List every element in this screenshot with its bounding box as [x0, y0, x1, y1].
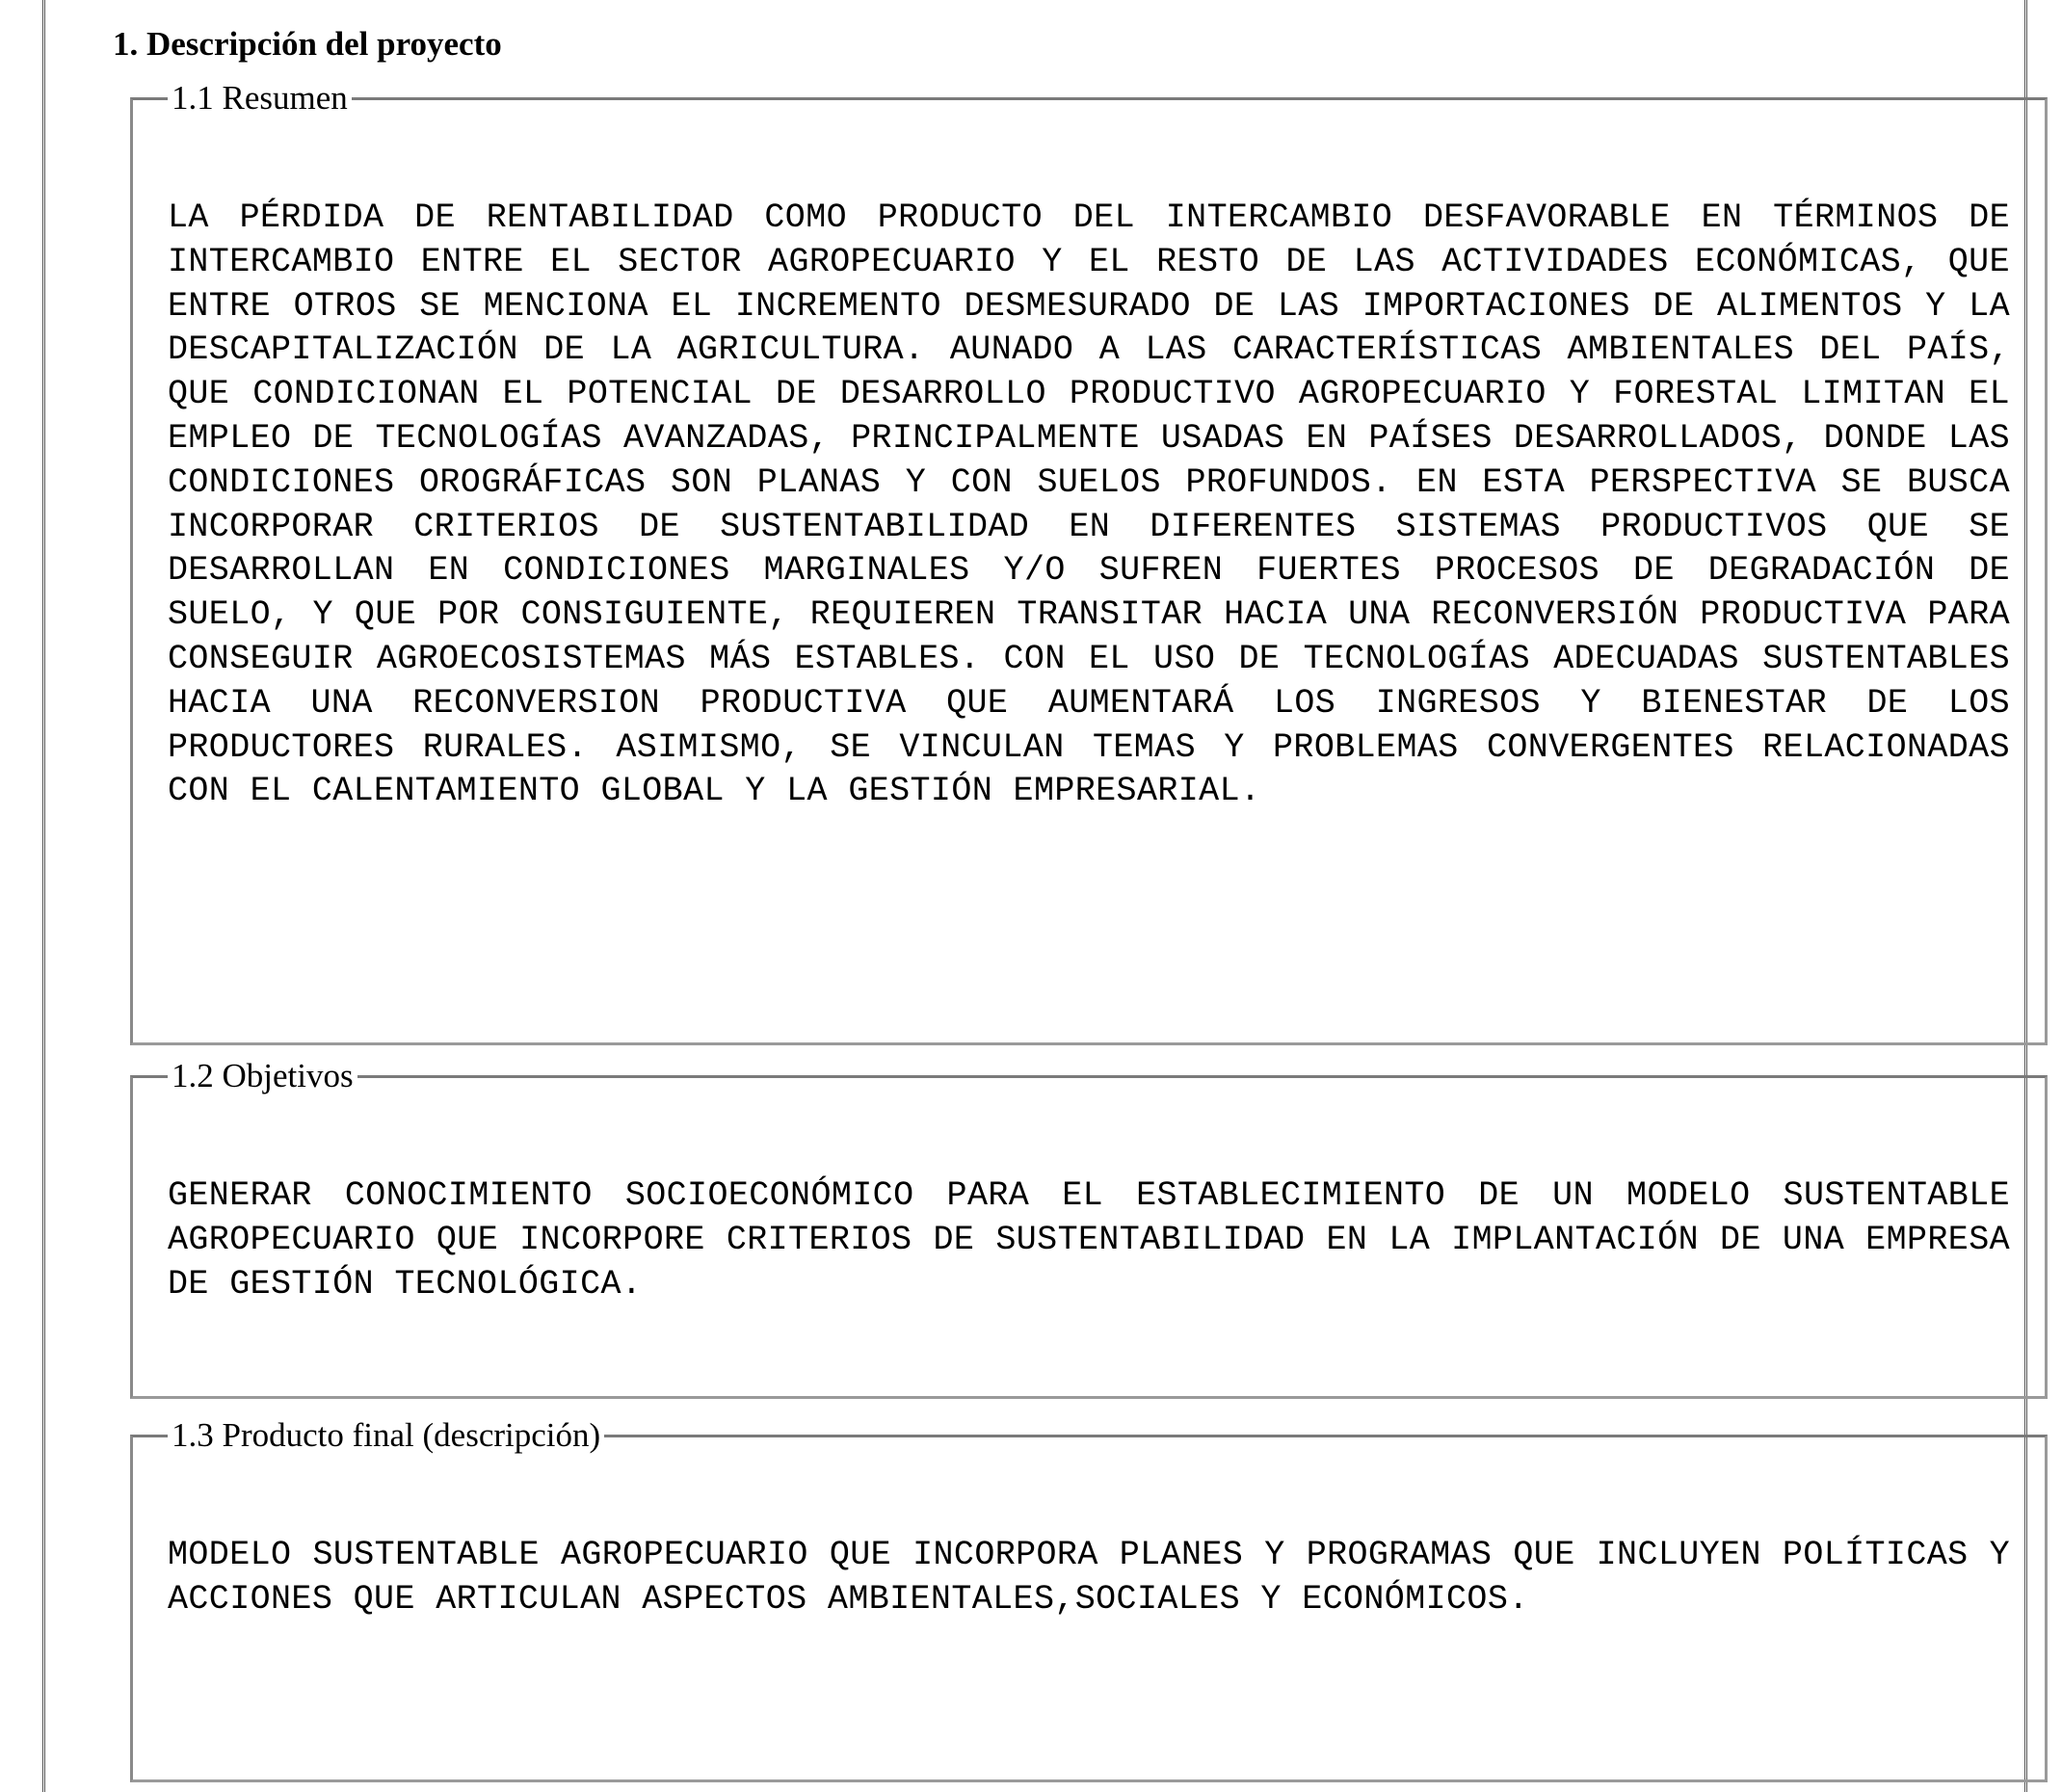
resumen-section: [130, 79, 2048, 1045]
objetivos-legend: 1.2 Objetivos: [172, 1057, 354, 1094]
objetivos-section: [130, 1057, 2048, 1399]
resumen-text: LA PÉRDIDA DE RENTABILIDAD COMO PRODUCTO DEL INTERCAMBIO DESFAVORABLE EN TÉRMINOS DE INTERCAMBIO ENTRE EL SECTOR AGROPECUARIO Y EL RESTO DE LAS ACTIVIDADES ECONÓMICAS, QUE ENTRE OTROS SE MENCIONA EL INCREMENTO DESMESURADO DE LAS IMPORTACIONES DE ALIMENTOS Y LA DESCAPITALIZACIÓN DE LA AGRICULTURA. AUNADO A LAS CARACTERÍSTICAS AMBIENTALES DEL PAÍS, QUE CONDICIONAN EL POTENCIAL DE DESARROLLO PRODUCTIVO AGROPECUARIO Y FORESTAL LIMITAN EL EMPLEO DE TECNOLOGÍAS AVANZADAS, PRINCIPALMENTE USADAS EN PAÍSES DESARROLLADOS, DONDE LAS CONDICIONES OROGRÁFICAS SON PLANAS Y CON SUELOS PROFUNDOS. EN ESTA PERSPECTIVA SE BUSCA INCORPORAR CRITERIOS DE SUSTENTABILIDAD EN DIFERENTES SISTEMAS PRODUCTIVOS QUE SE DESARROLLAN EN CONDICIONES MARGINALES Y/O SUFREN FUERTES PROCESOS DE DEGRADACIÓN DE SUELO, Y QUE POR CONSIGUIENTE, REQUIEREN TRANSITAR HACIA UNA RECONVERSIÓN PRODUCTIVA PARA CONSEGUIR AGROECOSISTEMAS MÁS ESTABLES. CON EL USO DE TECNOLOGÍAS ADECUADAS SUSTENTABLES HACIA UNA RECONVERSION PRODUCTIVA QUE AUMENTARÁ LOS INGRESOS Y BIENESTAR DE LOS PRODUCTORES RURALES. ASIMISMO, SE VINCULAN TEMAS Y PROBLEMAS CONVERGENTES RELACIONADAS CON EL CALENTAMIENTO GLOBAL Y LA GESTIÓN EMPRESARIAL.: [168, 198, 2010, 811]
document-frame: [42, 0, 2027, 1792]
section-heading: 1. Descripción del proyecto: [113, 25, 502, 63]
producto-final-section: [130, 1416, 2048, 1782]
resumen-legend: 1.1 Resumen: [172, 79, 348, 117]
producto-final-legend: 1.3 Producto final (descripción): [172, 1416, 601, 1454]
producto-final-text: MODELO SUSTENTABLE AGROPECUARIO QUE INCORPORA PLANES Y PROGRAMAS QUE INCLUYEN POLÍTICAS Y ACCIONES QUE ARTICULAN ASPECTOS AMBIENTALES,SOCIALES Y ECONÓMICOS.: [168, 1536, 2010, 1619]
objetivos-text: GENERAR CONOCIMIENTO SOCIOECONÓMICO PARA EL ESTABLECIMIENTO DE UN MODELO SUSTENTABLE AGROPECUARIO QUE INCORPORE CRITERIOS DE SUSTENTABILIDAD EN LA IMPLANTACIÓN DE UNA EMPRESA DE GESTIÓN TECNOLÓGICA.: [168, 1176, 2010, 1304]
